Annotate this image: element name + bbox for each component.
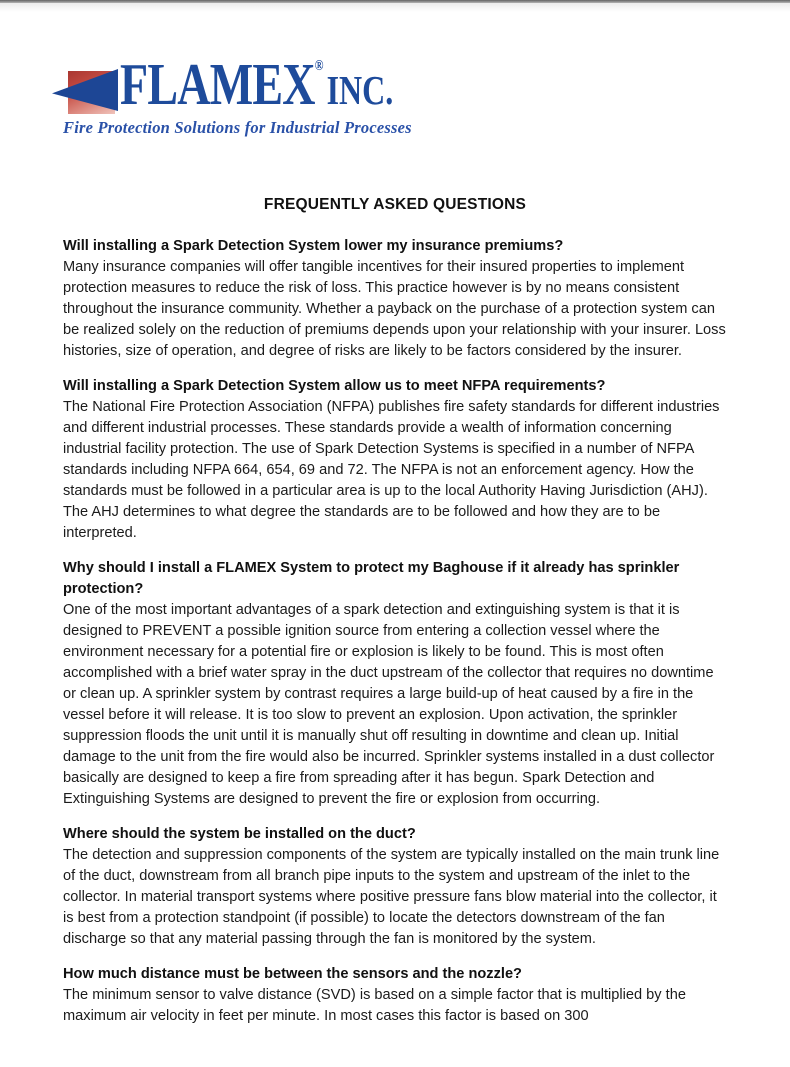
faq-item [63,236,727,362]
flamex-arrow-icon [52,69,118,114]
faq-item [63,824,727,950]
answer-paragraph: One of the most important advantages of a spark detection and extinguishing system is that it is designed to PREVENT a possible ignition source from entering a collection vessel where the environment necessary for a potential fire or explosion is likely to be found. This is most often accomplished with a brief water spray in the duct upstream of the collector that requires no downtime or clean up. A sprinkler system by contrast requires a large build-up of heat caused by a fire in the vessel before it will release. It is too slow to prevent an explosion. Upon activation, the sprinkler suppression floods the unit until it is manually shut off resulting in downtime and clean up. Initial damage to the unit from the fire would also be incurred. Sprinkler systems installed in a dust collector basically are designed to keep a fire from spreading after it has begun. Spark Detection and Extinguishing Systems are designed to prevent the fire or explosion from occurring. [63,602,715,807]
question-heading: Will installing a Spark Detection System lower my insurance premiums? [63,238,564,254]
logo-tagline: Fire Protection Solutions for Industrial Processes [63,118,412,137]
logo-suffix-text: INC. [326,67,394,113]
question-heading: How much distance must be between the sensors and the nozzle? [63,966,522,982]
page-title: FREQUENTLY ASKED QUESTIONS [263,196,527,213]
faq-item [63,376,727,544]
question-heading: Where should the system be installed on the duct? [63,826,416,842]
faq-item [63,964,727,1027]
logo-brand-text: FLAMEX [120,51,315,117]
logo-wordmark [120,51,394,117]
flamex-logo [63,51,727,138]
faq-item [63,558,727,810]
question-heading: Will installing a Spark Detection System allow us to meet NFPA requirements? [63,378,606,394]
answer-paragraph: Many insurance companies will offer tangible incentives for their insured properties to implement protection measures to reduce the risk of loss. This practice however is by no means consistent throughout the insurance community. Whether a payback on the purchase of a protection system can be realized solely on the reduction of premiums depends upon your relationship with your insurer. Loss histories, size of operation, and degree of risks are likely to be factors considered by the insurer. [63,259,726,359]
document-page [0,51,790,1067]
answer-paragraph: The minimum sensor to valve distance (SVD) is based on a simple factor that is multiplied by the maximum air velocity in feet per minute. In most cases this factor is based on 300 [63,987,686,1024]
answer-paragraph: The National Fire Protection Association (NFPA) publishes fire safety standards for different industries and different industrial processes. These standards provide a wealth of information concerning industrial facility protection. The use of Spark Detection Systems is specified in a number of NFPA standards including NFPA 664, 654, 69 and 72. The NFPA is not an enforcement agency. How the standards must be followed in a particular area is up to the local Authority Having Jurisdiction (AHJ). The AHJ determines to what degree the standards are to be followed and how they are to be interpreted. [63,399,720,541]
faq-list [63,236,727,1027]
question-heading: Why should I install a FLAMEX System to protect my Baghouse if it already has sprinkler protection? [63,560,680,597]
window-top-shadow [0,3,790,12]
answer-paragraph: The detection and suppression components of the system are typically installed on the main trunk line of the duct, downstream from all branch pipe inputs to the system and upstream of the inlet to the collector. In material transport systems where positive pressure fans blow material into the collector, it is best from a protection standpoint (if possible) to locate the detectors downstream of the fan discharge so that any material passing through the fan is monitored by the system. [63,847,720,947]
registered-trademark-symbol: ® [314,58,324,74]
